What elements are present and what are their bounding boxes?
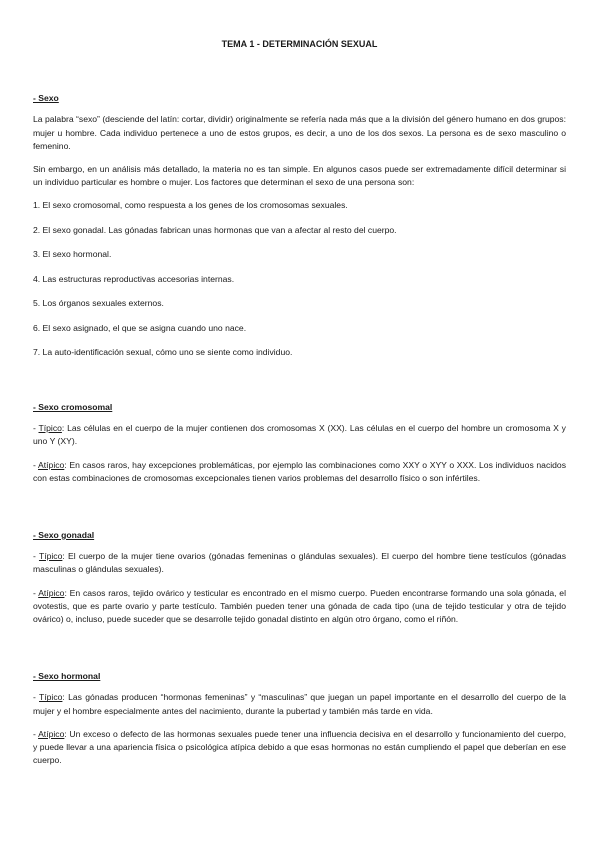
gonadal-tipico-paragraph: - Típico: El cuerpo de la mujer tiene ovarios (gónadas femeninas o glándulas sexuales). El cuerpo del hombre tiene testículos (gónadas masculinas o glándulas sexuales).: [33, 551, 566, 575]
section-heading-sexo: - Sexo: [33, 93, 59, 104]
section-sexo-gonadal: [33, 529, 566, 626]
hormonal-atipico-text: : Un exceso o defecto de las hormonas sexuales puede tener una influencia decisiva en el desarrollo y funcionamiento del cuerpo, y puede llevar a una apariencia física o psicológica atípica debido a que esas hormonas no están cumpliendo el papel que deberían en ese cuerpo.: [33, 728, 566, 766]
atipico-label: Atípico: [38, 459, 65, 470]
list-item: 5. Los órganos sexuales externos.: [33, 298, 164, 309]
gonadal-tipico-text: : El cuerpo de la mujer tiene ovarios (gónadas femeninas o glándulas sexuales). El cuerpo del hombre tiene testículos (gónadas masculinas o glándulas sexuales).: [33, 551, 566, 575]
cromosomal-atipico-paragraph: - Atípico: En casos raros, hay excepciones problemáticas, por ejemplo las combinaciones como XXY o XYY o XXX. Los individuos nacidos con estas combinaciones de cromosomas excepcionales tienen varios problemas del desarrollo físico o son infértiles.: [33, 459, 566, 483]
gonadal-atipico-text: : En casos raros, tejido ovárico y testicular es encontrado en el mismo cuerpo. Pueden encontrarse formando una sola gónada, el ovotestis, que es parte ovario y parte testículo. También pueden tener una gónada de cada tipo (una de tejido testicular y otra de tejido ovárico) o, incluso, puede suceder que se desarrolle tejido gonadal distinto en algún otro órgano, como el riñón.: [33, 587, 566, 624]
list-item: 2. El sexo gonadal. Las gónadas fabrican unas hormonas que van a afectar al resto del cuerpo.: [33, 224, 397, 235]
hormonal-tipico-text: : Las gónadas producen “hormonas femeninas” y “masculinas” que juegan un papel importante en el desarrollo del cuerpo de la mujer y el hombre especialmente antes del nacimiento, durante la pubertad y también más tarde en vida.: [33, 692, 566, 716]
list-item: 6. El sexo asignado, el que se asigna cuando uno nace.: [33, 322, 247, 333]
hormonal-tipico-paragraph: - Típico: Las gónadas producen “hormonas femeninas” y “masculinas” que juegan un papel importante en el desarrollo del cuerpo de la mujer y el hombre especialmente antes del nacimiento, durante la pubertad y también más tarde en vida.: [33, 692, 566, 716]
section-sexo: [33, 92, 566, 359]
gonadal-atipico-paragraph: - Atípico: En casos raros, tejido ovárico y testicular es encontrado en el mismo cuerpo. Pueden encontrarse formando una sola gónada, el ovotestis, que es parte ovario y parte testículo. También pueden tener una gónada de cada tipo (una de tejido testicular y otra de tejido ovárico) o, incluso, puede suceder que se desarrolle tejido gonadal distinto en algún otro órgano, como el riñón.: [33, 587, 566, 624]
sexo-paragraph-2: Sin embargo, en un análisis más detallado, la materia no es tan simple. En algunos casos puede ser extremadamente difícil determinar si un individuo particular es hombre o mujer. Los factores que determinan el sexo de una persona son:: [33, 164, 566, 188]
list-item: 4. Las estructuras reproductivas accesorias internas.: [33, 273, 235, 284]
cromosomal-tipico-paragraph: - Típico: Las células en el cuerpo de la mujer contienen dos cromosomas X (XX). Las células en el cuerpo del hombre un cromosoma X y uno Y (XY).: [33, 423, 566, 447]
document-title: TEMA 1 - DETERMINACIÓN SEXUAL: [221, 39, 378, 49]
tipico-label: Típico: [38, 423, 62, 434]
section-sexo-hormonal: [33, 670, 566, 767]
section-heading-hormonal: - Sexo hormonal: [33, 671, 101, 682]
cromosomal-tipico-text: : Las células en el cuerpo de la mujer contienen dos cromosomas X (XX). Las células en el cuerpo del hombre un cromosoma X y uno Y (XY).: [33, 423, 566, 447]
section-sexo-cromosomal: [33, 401, 566, 485]
section-heading-cromosomal: - Sexo cromosomal: [33, 401, 113, 412]
tipico-label: Típico: [38, 551, 63, 562]
list-item: 1. El sexo cromosomal, como respuesta a los genes de los cromosomas sexuales.: [33, 200, 348, 211]
atipico-label: Atípico: [38, 587, 65, 598]
atipico-label: Atípico: [38, 728, 65, 739]
cromosomal-atipico-text: : En casos raros, hay excepciones problemáticas, por ejemplo las combinaciones como XXY o XYY o XXX. Los individuos nacidos con estas combinaciones de cromosomas excepcionales tienen varios problemas del desarrollo físico o son infértiles.: [33, 459, 566, 483]
factors-list: [33, 199, 566, 359]
list-item: 7. La auto-identificación sexual, cómo uno se siente como individuo.: [33, 347, 293, 358]
tipico-label: Típico: [39, 692, 63, 703]
list-item: 3. El sexo hormonal.: [33, 249, 112, 260]
sexo-paragraph-1: La palabra “sexo” (desciende del latín: cortar, dividir) originalmente se refería nada más que a la división del género humano en dos grupos: mujer u hombre. Cada individuo pertenece a uno de estos grupos, es decir, a uno de los dos sexos. La persona es de sexo masculino o femenino.: [33, 114, 566, 151]
section-heading-gonadal: - Sexo gonadal: [33, 529, 95, 540]
hormonal-atipico-paragraph: - Atípico: Un exceso o defecto de las hormonas sexuales puede tener una influencia decisiva en el desarrollo y funcionamiento del cuerpo, y puede llevar a una apariencia física o psicológica atípica debido a que esas hormonas no están cumpliendo el papel que deberían en ese cuerpo.: [33, 728, 566, 766]
